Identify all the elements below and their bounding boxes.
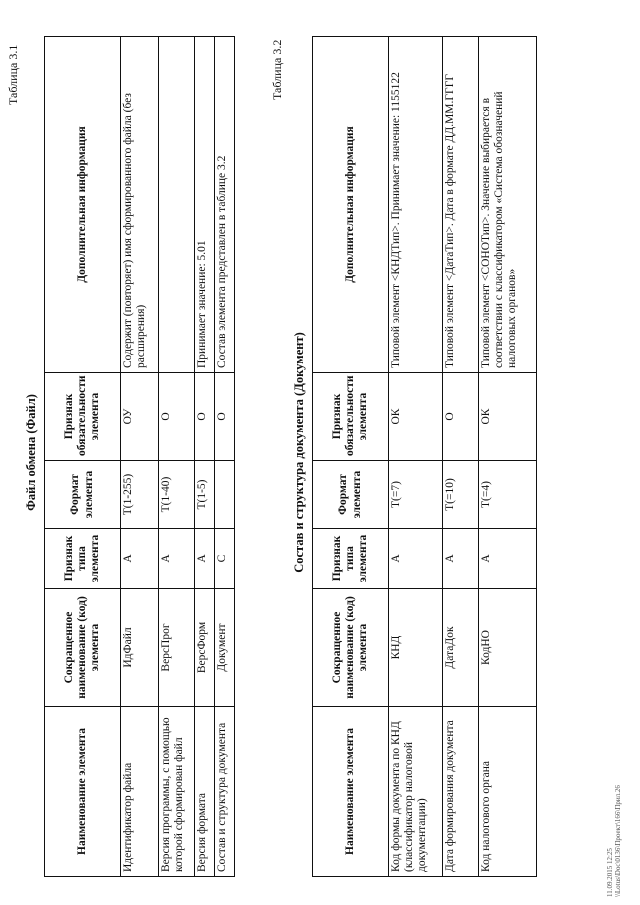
table-row — [479, 37, 537, 877]
table-row — [121, 37, 159, 877]
table-row — [195, 37, 215, 877]
table-label: Таблица 3.1 — [6, 44, 20, 105]
table-cell: Состав и структура документа — [215, 707, 235, 877]
table-cell: ДатаДок — [443, 589, 479, 707]
column-header: Наименование элемента — [313, 707, 389, 877]
column-header: Формат элемента — [45, 461, 121, 529]
table-cell: Документ — [215, 589, 235, 707]
column-header: Признак обязательности элемента — [45, 373, 121, 461]
data-table — [44, 36, 235, 877]
column-header: Признак типа элемента — [313, 529, 389, 589]
table-cell: А — [443, 529, 479, 589]
column-header: Наименование элемента — [45, 707, 121, 877]
table-cell: Содержит (повторяет) имя сформированного файла (без расширения) — [121, 37, 159, 373]
table-cell: T(1-255) — [121, 461, 159, 529]
table-row — [443, 37, 479, 877]
table-cell: О — [443, 373, 479, 461]
column-header: Признак типа элемента — [45, 529, 121, 589]
table-header-row — [313, 37, 389, 877]
table-cell: С — [215, 529, 235, 589]
table-cell: Идентификатор файла — [121, 707, 159, 877]
table-cell: Состав элемента представлен в таблице 3.2 — [215, 37, 235, 373]
table-cell: Дата формирования документа — [443, 707, 479, 877]
table-cell: ОК — [389, 373, 443, 461]
table-title: Состав и структура документа (Документ) — [292, 332, 306, 573]
column-header: Сокращенное наименование (код) элемента — [313, 589, 389, 707]
table-cell: Типовой элемент <ДатаТип>. Дата в формате ДД.ММ.ГГГГ — [443, 37, 479, 373]
table-cell: О — [159, 373, 195, 461]
table-cell: О — [195, 373, 215, 461]
table-row — [389, 37, 443, 877]
table-cell: T(=4) — [479, 461, 537, 529]
table-cell: КНД — [389, 589, 443, 707]
column-header: Сокращенное наименование (код) элемента — [45, 589, 121, 707]
footer-path: \\Lotus\Doc\0136\Проект\166\Прил.26 — [614, 785, 623, 897]
table-cell: T(1-40) — [159, 461, 195, 529]
table-cell: О — [215, 373, 235, 461]
column-header: Дополнительная информация — [45, 37, 121, 373]
column-header: Признак обязательности элемента — [313, 373, 389, 461]
table-cell: T(1-5) — [195, 461, 215, 529]
table-cell: T(=7) — [389, 461, 443, 529]
table-cell: Версия формата — [195, 707, 215, 877]
table-cell: Принимает значение: 5.01 — [195, 37, 215, 373]
table-header-row — [45, 37, 121, 877]
table-row — [215, 37, 235, 877]
table-cell: Версия программы, с помощью которой сформирован файл — [159, 707, 195, 877]
table-label: Таблица 3.2 — [270, 39, 284, 100]
table-cell: А — [389, 529, 443, 589]
table-cell: Код формы документа по КНД (классификатор налоговой документации) — [389, 707, 443, 877]
table-cell: А — [121, 529, 159, 589]
table-cell: ВерсФорм — [195, 589, 215, 707]
table-title: Файл обмена (Файл) — [24, 394, 38, 511]
table-cell: ОУ — [121, 373, 159, 461]
footer-date: 11.09.2015 12:25 — [606, 848, 614, 897]
data-table — [312, 36, 537, 877]
footer-stamp — [606, 785, 623, 897]
table-cell: Типовой элемент <СОНОТип>. Значение выбирается в соответствии с классификатором «Система обозначений налоговых органов» — [479, 37, 537, 373]
table-cell: КодНО — [479, 589, 537, 707]
table-cell: ИдФайл — [121, 589, 159, 707]
table-row — [159, 37, 195, 877]
table-cell: Типовой элемент <КНДТип>. Принимает значение: 1155122 — [389, 37, 443, 373]
column-header: Формат элемента — [313, 461, 389, 529]
table-cell: А — [479, 529, 537, 589]
table-cell: ОК — [479, 373, 537, 461]
table-cell: А — [159, 529, 195, 589]
table-cell: ВерсПрог — [159, 589, 195, 707]
column-header: Дополнительная информация — [313, 37, 389, 373]
table-cell — [215, 461, 235, 529]
table-cell: T(=10) — [443, 461, 479, 529]
table-cell — [159, 37, 195, 373]
table-cell: А — [195, 529, 215, 589]
table-cell: Код налогового органа — [479, 707, 537, 877]
